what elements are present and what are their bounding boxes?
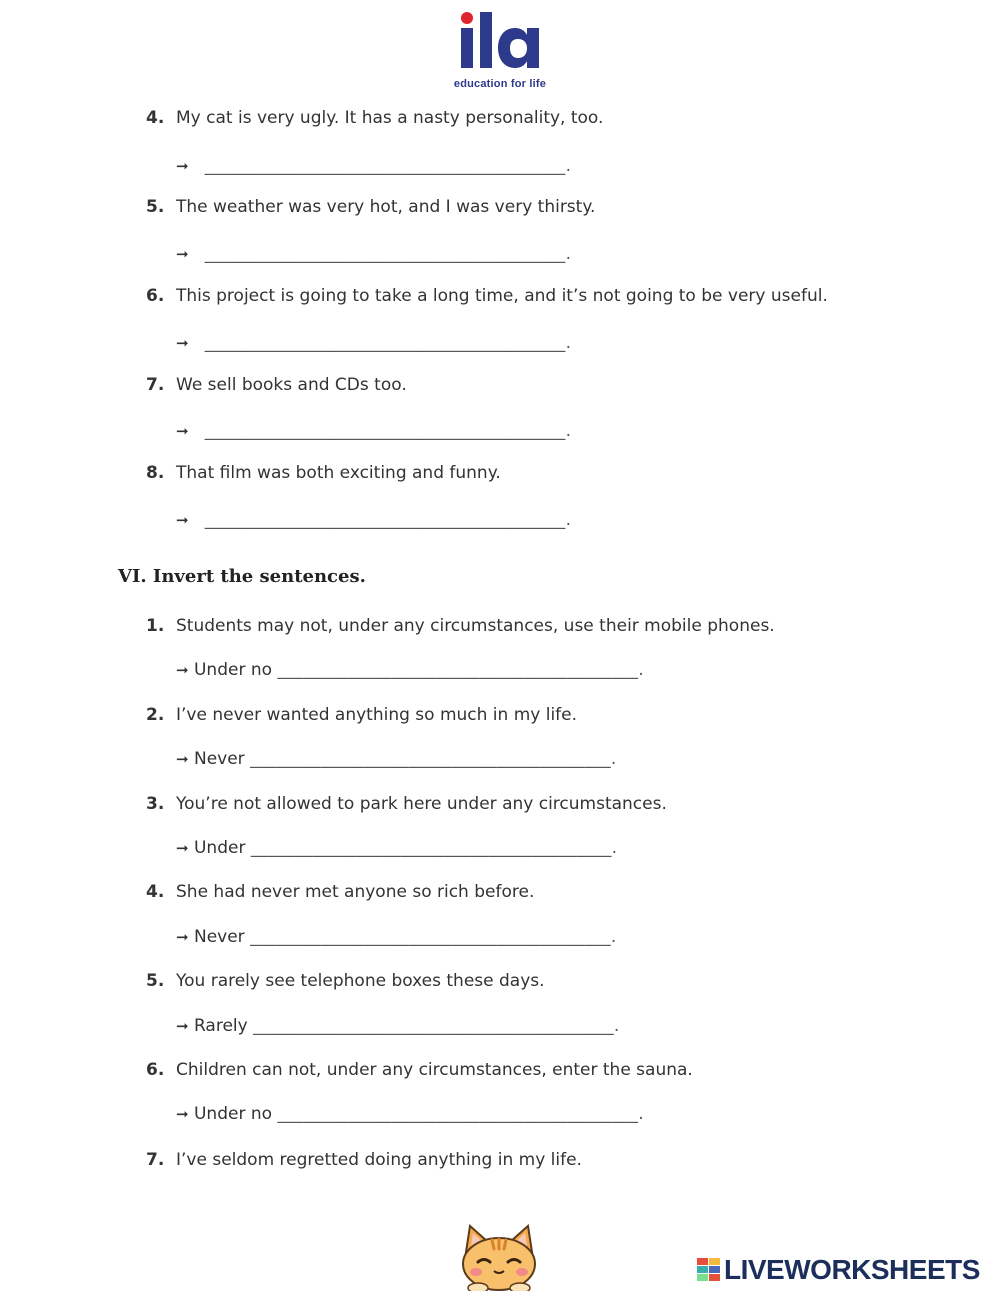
question-item	[146, 704, 577, 726]
question-number: 5.	[146, 971, 165, 991]
logo-tagline: education for life	[453, 78, 547, 90]
question-text: We sell books and CDs too.	[176, 375, 407, 395]
question-text: She had never met anyone so rich before.	[176, 882, 535, 902]
answer-prefix: Under no	[193, 1104, 273, 1124]
question-item	[146, 374, 407, 396]
answer-line[interactable]	[176, 509, 571, 531]
question-text: My cat is very ugly. It has a nasty personality, too.	[176, 108, 604, 128]
question-text: Students may not, under any circumstances, use their mobile phones.	[176, 616, 775, 636]
answer-line[interactable]	[176, 420, 571, 442]
answer-line[interactable]	[176, 243, 571, 265]
arrow-icon: ➞	[176, 511, 189, 529]
ila-logo	[440, 8, 560, 96]
liveworksheets-logo-icon	[697, 1258, 721, 1282]
section-heading: VI. Invert the sentences.	[118, 566, 366, 587]
answer-line[interactable]	[176, 155, 571, 177]
question-text: The weather was very hot, and I was very thirsty.	[176, 197, 596, 217]
arrow-icon: ➞	[176, 839, 189, 857]
question-item	[146, 285, 828, 307]
answer-prefix: Under	[193, 838, 246, 858]
logo-letter-i	[461, 28, 473, 68]
liveworksheets-brand[interactable]	[697, 1254, 980, 1286]
answer-prefix: Never	[193, 927, 245, 947]
answer-blank[interactable]: _________________________________________.	[204, 421, 572, 441]
answer-blank[interactable]: _________________________________________.	[204, 156, 572, 176]
answer-blank[interactable]: _________________________________________.	[204, 244, 572, 264]
question-item	[146, 793, 667, 815]
question-number: 8.	[146, 463, 165, 483]
answer-blank[interactable]: _________________________________________.	[250, 838, 618, 858]
question-number: 4.	[146, 882, 165, 902]
question-text: Children can not, under any circumstances, enter the sauna.	[176, 1060, 693, 1080]
ila-logo-mark	[455, 8, 545, 74]
question-number: 1.	[146, 616, 165, 636]
logo-letter-l	[480, 12, 492, 68]
logo-dot	[461, 12, 473, 24]
question-text: I’ve never wanted anything so much in my life.	[176, 705, 578, 725]
answer-blank[interactable]: _________________________________________.	[277, 1104, 644, 1124]
answer-line[interactable]	[176, 659, 644, 681]
question-number: 3.	[146, 794, 165, 814]
arrow-icon: ➞	[176, 928, 189, 946]
answer-line[interactable]	[176, 1103, 644, 1125]
question-number: 6.	[146, 286, 165, 306]
arrow-icon: ➞	[176, 1105, 189, 1123]
question-number: 5.	[146, 197, 165, 217]
logo-letter-a	[498, 28, 539, 68]
cat-mascot-icon	[458, 1222, 540, 1291]
answer-prefix: Never	[193, 749, 245, 769]
question-text: You’re not allowed to park here under any circumstances.	[176, 794, 667, 814]
answer-prefix: Under no	[193, 660, 273, 680]
question-item	[146, 615, 775, 637]
question-item	[146, 462, 501, 484]
answer-line[interactable]	[176, 1015, 620, 1037]
arrow-icon: ➞	[176, 750, 189, 768]
question-number: 2.	[146, 705, 165, 725]
question-number: 7.	[146, 375, 165, 395]
question-text: This project is going to take a long time, and it’s not going to be very useful.	[176, 286, 828, 306]
arrow-icon: ➞	[176, 245, 189, 263]
question-item	[146, 107, 603, 129]
arrow-icon: ➞	[176, 157, 189, 175]
question-item	[146, 881, 534, 903]
answer-line[interactable]	[176, 837, 617, 859]
answer-line[interactable]	[176, 748, 617, 770]
answer-blank[interactable]: _________________________________________.	[250, 749, 617, 769]
answer-blank[interactable]: _________________________________________.	[204, 333, 572, 353]
liveworksheets-text: LIVEWORKSHEETS	[724, 1254, 980, 1285]
answer-line[interactable]	[176, 332, 571, 354]
question-item	[146, 970, 545, 992]
arrow-icon: ➞	[176, 661, 189, 679]
answer-blank[interactable]: _________________________________________.	[250, 927, 617, 947]
answer-prefix: Rarely	[193, 1016, 248, 1036]
arrow-icon: ➞	[176, 422, 189, 440]
answer-blank[interactable]: _________________________________________.	[204, 510, 572, 530]
question-text: That film was both exciting and funny.	[176, 463, 501, 483]
question-item	[146, 1149, 582, 1171]
answer-blank[interactable]: _________________________________________.	[277, 660, 644, 680]
question-item	[146, 1059, 693, 1081]
answer-blank[interactable]: _________________________________________.	[253, 1016, 620, 1036]
question-number: 6.	[146, 1060, 165, 1080]
answer-line[interactable]	[176, 926, 617, 948]
arrow-icon: ➞	[176, 334, 189, 352]
question-number: 7.	[146, 1150, 165, 1170]
question-number: 4.	[146, 108, 165, 128]
cat-mascot-icon	[458, 1222, 540, 1291]
question-item	[146, 196, 595, 218]
question-text: I’ve seldom regretted doing anything in my life.	[176, 1150, 582, 1170]
question-text: You rarely see telephone boxes these days.	[176, 971, 545, 991]
arrow-icon: ➞	[176, 1017, 189, 1035]
